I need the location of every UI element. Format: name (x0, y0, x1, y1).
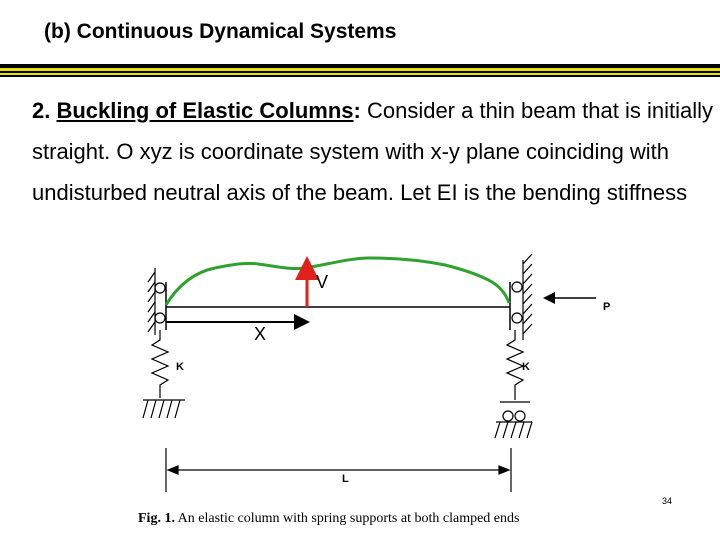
point-heading: Buckling of Elastic Columns (56, 98, 354, 123)
caption-text: An elastic column with spring supports at both clamped ends (174, 511, 520, 526)
figure-caption (138, 511, 519, 527)
left-wall (148, 268, 165, 335)
label-p: P (603, 301, 611, 313)
left-spring (152, 330, 168, 398)
point-colon: : (353, 98, 361, 123)
length-dimension (166, 448, 511, 492)
right-spring (507, 330, 523, 400)
label-v: V (316, 272, 329, 292)
label-k-left: K (176, 361, 184, 373)
point-text: Consider a thin beam that is initially straight. O xyz is coordinate system with x-y plane coinciding with undisturbed neutral axis of the beam. Let EI is the bending stiffness (32, 98, 714, 205)
caption-prefix: Fig. 1. (138, 511, 175, 526)
left-ground (143, 400, 185, 418)
deflected-beam-curve (166, 258, 509, 305)
page-number: 34 (662, 496, 673, 506)
title-divider (0, 64, 720, 78)
right-roller-support (495, 402, 532, 438)
slide-title: (b) Continuous Dynamical Systems (44, 20, 397, 43)
label-k-right: K (522, 361, 530, 373)
label-x: X (254, 324, 267, 344)
label-l: L (342, 473, 349, 485)
slide-body (32, 90, 718, 213)
column-diagram (0, 250, 720, 540)
point-number: 2. (32, 98, 57, 123)
right-wall (512, 254, 532, 340)
